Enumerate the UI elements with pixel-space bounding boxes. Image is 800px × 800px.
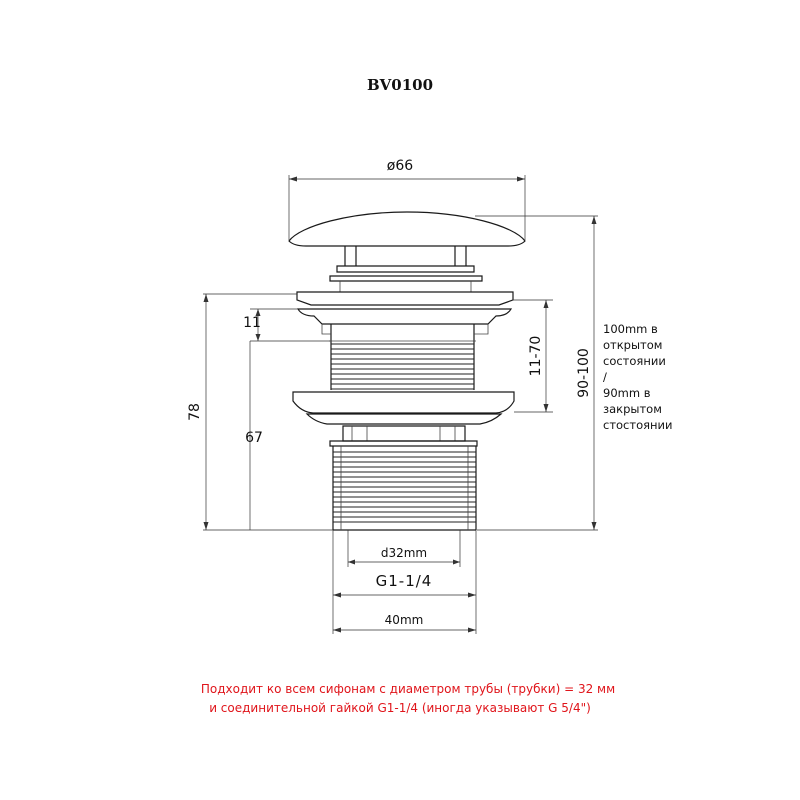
drawing-title: BV0100 xyxy=(366,76,434,94)
upper-thread xyxy=(322,324,488,390)
dim-11-label: 11 xyxy=(243,315,261,331)
lock-nut xyxy=(330,426,477,446)
height-note-line: открытом xyxy=(603,338,663,352)
drain-cap xyxy=(289,212,525,266)
compatibility-note-line1: Подходит ко всем сифонам с диаметром трубы (трубки) = 32 мм xyxy=(200,682,616,696)
upper-flange xyxy=(297,292,513,324)
height-note-line: / xyxy=(603,370,607,384)
compatibility-note-line2: и соединительной гайкой G1-1/4 (иногда указывают G 5/4") xyxy=(209,701,591,715)
lower-thread xyxy=(333,446,476,530)
cap-collar xyxy=(330,266,482,292)
height-note-line: стостоянии xyxy=(603,418,673,432)
dimension-cap-diameter xyxy=(289,175,525,240)
dimension-11 xyxy=(250,309,330,341)
height-note-line: 100mm в xyxy=(603,322,658,336)
height-note xyxy=(603,322,673,432)
lower-flange-nut xyxy=(293,392,514,424)
thread-label: G1-1/4 xyxy=(375,572,433,590)
dim-11-70-label: 11-70 xyxy=(528,335,544,377)
dim-67-label: 67 xyxy=(245,430,263,446)
dimension-78 xyxy=(203,294,333,530)
cap-diameter-label: ø66 xyxy=(386,158,414,174)
height-note-line: состоянии xyxy=(603,354,666,368)
pipe-diameter-label: d32mm xyxy=(380,546,428,560)
dim-78-label: 78 xyxy=(187,403,203,421)
dim-90-100-label: 90-100 xyxy=(576,348,592,398)
thread-width-label: 40mm xyxy=(384,613,424,627)
height-note-line: 90mm в xyxy=(603,386,651,400)
height-note-line: закрытом xyxy=(603,402,662,416)
